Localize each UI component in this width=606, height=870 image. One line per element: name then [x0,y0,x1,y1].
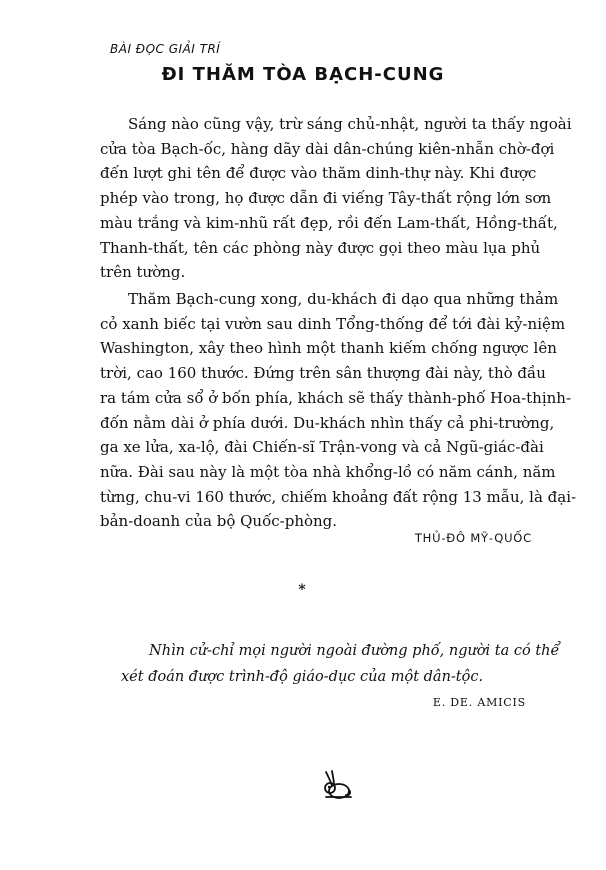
section-label: BÀI ĐỌC GIẢI TRÍ [110,42,221,56]
text-line: màu trắng và kim-nhũ rất đẹp, rồi đến Lam-thất, Hồng-thất, [100,213,558,232]
text-line: trời, cao 160 thước. Đứng trên sân thượng đài này, thò đầu [100,364,546,383]
text-line: cửa tòa Bạch-ốc, hàng dãy dài dân-chúng kiên-nhẫn chờ-đợi [100,139,555,158]
quote-author: E. DE. AMICIS [432,696,526,709]
asterisk-separator: * [298,582,306,598]
text-line: Thăm Bạch-cung xong, du-khách đi dạo qua những thảm [128,290,559,308]
text-line: cỏ xanh biếc tại vườn sau dinh Tổng-thống để tới đài kỷ-niệm [100,314,566,333]
text-line: bản-doanh của bộ Quốc-phòng. [100,512,338,531]
text-line: từng, chu-vi 160 thước, chiếm khoảng đất rộng 13 mẫu, là đại- [100,487,577,506]
text-line: ga xe lửa, xa-lộ, đài Chiến-sĩ Trận-vong và cả Ngũ-giác-đài [100,438,544,457]
quote-line: xét đoán được trình-độ giáo-dục của một dân-tộc. [121,669,484,685]
text-line: phép vào trong, họ được dẫn đi viếng Tây-thất rộng lớn sơn [100,189,552,208]
text-line: nữa. Đài sau này là một tòa nhà khổng-lồ có năm cánh, năm [100,462,556,481]
paragraph-2 [100,287,577,534]
text-line: đến lượt ghi tên để được vào thăm dinh-thự này. Khi được [100,164,537,183]
article-title: ĐI THĂM TÒA BẠCH-CUNG [161,64,445,85]
text-line: Thanh-thất, tên các phòng này được gọi theo màu lụa phủ [100,238,541,257]
text-line: trên tường. [100,263,186,282]
quote-line: Nhìn cử-chỉ mọi người ngoài đường phố, người ta có thể [149,643,560,659]
rabbit-ornament-icon [320,768,354,802]
text-line: đốn nằm dài ở phía dưới. Du-khách nhìn thấy cả phi-trường, [100,413,555,432]
article-source: THỦ-ĐÔ MỸ-QUỐC [414,531,532,545]
text-line: Washington, xây theo hình một thanh kiếm chống ngược lên [100,339,557,358]
quote [121,638,560,690]
text-line: ra tám cửa sổ ở bốn phía, khách sẽ thấy thành-phố Hoa-thịnh- [100,388,572,407]
text-line: Sáng nào cũng vậy, trừ sáng chủ-nhật, người ta thấy ngoài [128,115,572,133]
paragraph-1 [100,112,572,285]
